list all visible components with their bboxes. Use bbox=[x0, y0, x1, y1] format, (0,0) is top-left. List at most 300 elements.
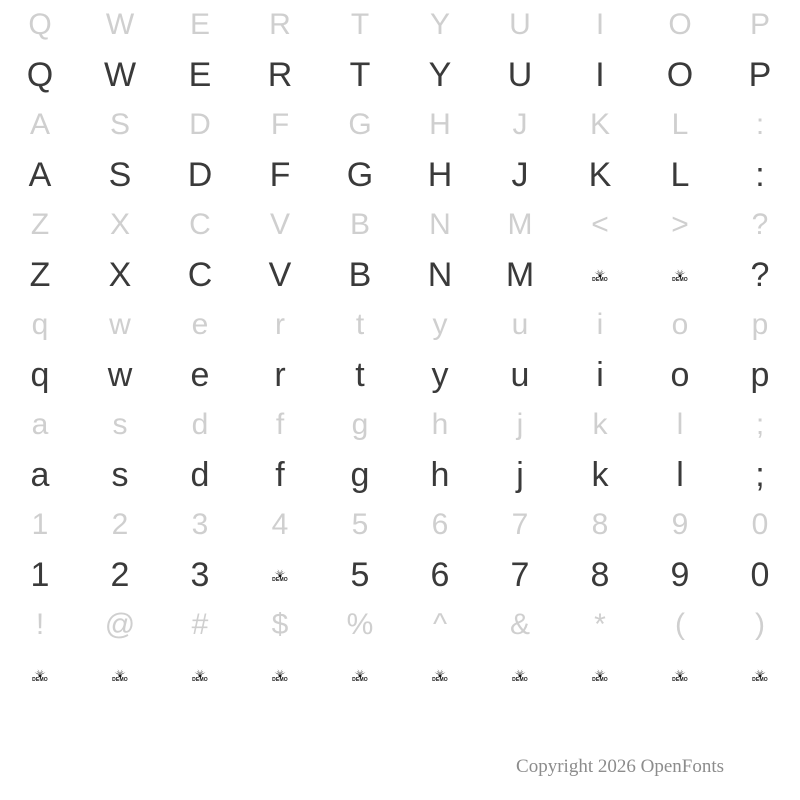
glyph-cell bbox=[320, 550, 400, 600]
glyph-character: u bbox=[511, 308, 529, 341]
glyph-cell bbox=[320, 50, 400, 100]
demo-watermark-icon bbox=[640, 650, 720, 700]
glyph-cell bbox=[320, 350, 400, 400]
glyph-cell bbox=[480, 250, 560, 300]
glyph-cell bbox=[80, 600, 160, 650]
glyph-character: h bbox=[431, 408, 449, 441]
glyph-cell bbox=[160, 100, 240, 150]
glyph-character: Z bbox=[29, 256, 51, 294]
glyph-cell bbox=[240, 150, 320, 200]
glyph-character: h bbox=[430, 456, 450, 494]
glyph-character: 9 bbox=[670, 556, 690, 594]
demo-label: DEMO bbox=[592, 677, 608, 683]
glyph-character: ? bbox=[751, 208, 769, 241]
glyph-character: V bbox=[269, 208, 290, 241]
demo-leaf-icon bbox=[192, 667, 208, 683]
glyph-character: G bbox=[348, 108, 372, 141]
glyph-cell bbox=[640, 400, 720, 450]
glyph-cell bbox=[720, 50, 800, 100]
glyph-cell bbox=[160, 150, 240, 200]
glyph-character: s bbox=[111, 456, 129, 494]
glyph-character: % bbox=[346, 608, 374, 641]
glyph-character: k bbox=[592, 408, 608, 441]
glyph-cell bbox=[0, 50, 80, 100]
glyph-character: 6 bbox=[430, 556, 450, 594]
glyph-cell bbox=[720, 500, 800, 550]
glyph-character: L bbox=[671, 108, 689, 141]
glyph-character: P bbox=[749, 8, 770, 41]
glyph-character: @ bbox=[104, 608, 136, 641]
glyph-cell bbox=[720, 150, 800, 200]
glyph-character: B bbox=[348, 256, 372, 294]
glyph-character: A bbox=[28, 156, 52, 194]
glyph-cell bbox=[480, 350, 560, 400]
glyph-character: N bbox=[429, 208, 451, 241]
glyph-character: T bbox=[349, 56, 371, 94]
glyph-character: ( bbox=[675, 608, 685, 641]
glyph-cell bbox=[640, 300, 720, 350]
leaf-sprig-icon bbox=[192, 667, 208, 677]
glyph-character: 8 bbox=[590, 556, 610, 594]
glyph-character: X bbox=[109, 208, 130, 241]
leaf-sprig-icon bbox=[512, 667, 528, 677]
glyph-cell bbox=[400, 350, 480, 400]
glyph-cell bbox=[480, 500, 560, 550]
glyph-character: p bbox=[750, 356, 770, 394]
glyph-character: 9 bbox=[671, 508, 689, 541]
glyph-cell bbox=[80, 200, 160, 250]
glyph-cell bbox=[400, 150, 480, 200]
glyph-cell bbox=[640, 600, 720, 650]
glyph-character: G bbox=[346, 156, 374, 194]
demo-label: DEMO bbox=[352, 677, 368, 683]
glyph-character: d bbox=[191, 408, 209, 441]
glyph-character: k bbox=[591, 456, 609, 494]
glyph-cell bbox=[480, 200, 560, 250]
glyph-cell bbox=[160, 450, 240, 500]
glyph-cell bbox=[240, 450, 320, 500]
glyph-character: L bbox=[670, 156, 690, 194]
glyph-character: a bbox=[31, 408, 49, 441]
demo-watermark-icon bbox=[560, 650, 640, 700]
glyph-cell bbox=[560, 400, 640, 450]
glyph-character: & bbox=[509, 608, 530, 641]
glyph-cell bbox=[640, 0, 720, 50]
glyph-character: d bbox=[190, 456, 210, 494]
glyph-cell bbox=[240, 500, 320, 550]
leaf-sprig-icon bbox=[672, 267, 688, 277]
demo-label: DEMO bbox=[112, 677, 128, 683]
glyph-character: 2 bbox=[111, 508, 129, 541]
glyph-cell bbox=[160, 500, 240, 550]
glyph-cell bbox=[400, 100, 480, 150]
glyph-cell bbox=[720, 600, 800, 650]
glyph-cell bbox=[240, 250, 320, 300]
glyph-cell bbox=[720, 0, 800, 50]
glyph-cell bbox=[640, 50, 720, 100]
glyph-character: j bbox=[516, 456, 524, 494]
glyph-cell bbox=[80, 50, 160, 100]
glyph-cell bbox=[560, 150, 640, 200]
demo-leaf-icon bbox=[592, 667, 608, 683]
glyph-character: f bbox=[275, 456, 285, 494]
glyph-cell bbox=[240, 50, 320, 100]
glyph-character: a bbox=[30, 456, 50, 494]
glyph-cell bbox=[400, 50, 480, 100]
glyph-character: Q bbox=[28, 8, 52, 41]
demo-leaf-icon bbox=[432, 667, 448, 683]
demo-watermark-icon bbox=[320, 650, 400, 700]
glyph-character: f bbox=[275, 408, 285, 441]
glyph-character: * bbox=[594, 608, 606, 641]
glyph-character: t bbox=[355, 356, 365, 394]
demo-watermark-icon bbox=[560, 250, 640, 300]
glyph-character: D bbox=[187, 156, 213, 194]
demo-label: DEMO bbox=[592, 277, 608, 283]
glyph-character: S bbox=[109, 108, 130, 141]
glyph-character: Z bbox=[30, 208, 50, 241]
glyph-character: I bbox=[595, 56, 605, 94]
glyph-character: q bbox=[31, 308, 49, 341]
glyph-character: M bbox=[507, 208, 533, 241]
glyph-character: 5 bbox=[350, 556, 370, 594]
glyph-cell bbox=[80, 150, 160, 200]
glyph-character: ; bbox=[755, 456, 765, 494]
leaf-sprig-icon bbox=[592, 667, 608, 677]
demo-leaf-icon bbox=[32, 667, 48, 683]
glyph-cell bbox=[480, 50, 560, 100]
glyph-character: y bbox=[431, 356, 449, 394]
glyph-character: > bbox=[671, 208, 689, 241]
glyph-cell bbox=[400, 300, 480, 350]
glyph-character: 7 bbox=[510, 556, 530, 594]
glyph-cell bbox=[400, 0, 480, 50]
glyph-character: E bbox=[189, 8, 210, 41]
glyph-cell bbox=[640, 150, 720, 200]
glyph-character: j bbox=[516, 408, 524, 441]
glyph-cell bbox=[80, 100, 160, 150]
glyph-cell bbox=[160, 0, 240, 50]
leaf-sprig-icon bbox=[432, 667, 448, 677]
glyph-character: 0 bbox=[751, 508, 769, 541]
glyph-character: : bbox=[755, 108, 765, 141]
glyph-character: w bbox=[107, 356, 133, 394]
glyph-cell bbox=[320, 0, 400, 50]
glyph-cell bbox=[80, 450, 160, 500]
glyph-character: ? bbox=[750, 256, 770, 294]
glyph-cell bbox=[160, 250, 240, 300]
glyph-cell bbox=[160, 200, 240, 250]
glyph-character: O bbox=[666, 56, 694, 94]
demo-watermark-icon bbox=[720, 650, 800, 700]
glyph-character: H bbox=[429, 108, 451, 141]
glyph-character: B bbox=[349, 208, 370, 241]
glyph-cell bbox=[640, 200, 720, 250]
glyph-cell bbox=[400, 200, 480, 250]
glyph-cell bbox=[560, 600, 640, 650]
glyph-cell bbox=[560, 450, 640, 500]
demo-leaf-icon bbox=[592, 267, 608, 283]
glyph-cell bbox=[720, 550, 800, 600]
glyph-cell bbox=[640, 100, 720, 150]
glyph-character: e bbox=[191, 308, 209, 341]
glyph-cell bbox=[480, 400, 560, 450]
glyph-cell bbox=[560, 300, 640, 350]
glyph-cell bbox=[240, 400, 320, 450]
glyph-character: R bbox=[269, 8, 291, 41]
glyph-cell bbox=[560, 200, 640, 250]
glyph-character: J bbox=[511, 156, 529, 194]
glyph-character: u bbox=[510, 356, 530, 394]
demo-leaf-icon bbox=[272, 567, 288, 583]
demo-label: DEMO bbox=[672, 677, 688, 683]
leaf-sprig-icon bbox=[672, 667, 688, 677]
glyph-character: D bbox=[189, 108, 211, 141]
glyph-character: F bbox=[270, 108, 290, 141]
glyph-cell bbox=[240, 600, 320, 650]
demo-label: DEMO bbox=[32, 677, 48, 683]
demo-watermark-icon bbox=[480, 650, 560, 700]
glyph-cell bbox=[400, 600, 480, 650]
glyph-character: F bbox=[269, 156, 291, 194]
glyph-cell bbox=[720, 350, 800, 400]
glyph-cell bbox=[80, 250, 160, 300]
glyph-cell bbox=[80, 350, 160, 400]
demo-leaf-icon bbox=[672, 267, 688, 283]
glyph-cell bbox=[720, 200, 800, 250]
glyph-cell bbox=[0, 300, 80, 350]
glyph-character: V bbox=[268, 256, 292, 294]
glyph-cell bbox=[640, 550, 720, 600]
glyph-character: # bbox=[191, 608, 209, 641]
glyph-cell bbox=[560, 50, 640, 100]
glyph-cell bbox=[640, 350, 720, 400]
glyph-cell bbox=[80, 0, 160, 50]
glyph-cell bbox=[400, 450, 480, 500]
glyph-cell bbox=[160, 50, 240, 100]
glyph-character: 3 bbox=[191, 508, 209, 541]
glyph-character: I bbox=[595, 8, 605, 41]
demo-leaf-icon bbox=[352, 667, 368, 683]
glyph-character: r bbox=[275, 308, 285, 341]
glyph-character: M bbox=[505, 256, 535, 294]
glyph-character: q bbox=[30, 356, 50, 394]
demo-watermark-icon bbox=[640, 250, 720, 300]
glyph-cell bbox=[320, 200, 400, 250]
glyph-character: o bbox=[671, 308, 689, 341]
demo-leaf-icon bbox=[512, 667, 528, 683]
glyph-character: s bbox=[112, 408, 128, 441]
glyph-character: w bbox=[109, 308, 131, 341]
glyph-character: X bbox=[108, 256, 132, 294]
leaf-sprig-icon bbox=[272, 667, 288, 677]
glyph-cell bbox=[480, 300, 560, 350]
glyph-cell bbox=[560, 0, 640, 50]
glyph-character: p bbox=[751, 308, 769, 341]
glyph-character: l bbox=[676, 408, 684, 441]
glyph-cell bbox=[720, 100, 800, 150]
glyph-character: J bbox=[512, 108, 528, 141]
leaf-sprig-icon bbox=[112, 667, 128, 677]
glyph-character: t bbox=[355, 308, 365, 341]
glyph-character: 7 bbox=[511, 508, 529, 541]
glyph-cell bbox=[320, 500, 400, 550]
demo-watermark-icon bbox=[0, 650, 80, 700]
demo-label: DEMO bbox=[752, 677, 768, 683]
glyph-character: ; bbox=[755, 408, 765, 441]
glyph-character: i bbox=[596, 308, 604, 341]
glyph-cell bbox=[320, 450, 400, 500]
glyph-cell bbox=[720, 450, 800, 500]
glyph-character: $ bbox=[271, 608, 289, 641]
demo-label: DEMO bbox=[272, 577, 288, 583]
glyph-character: y bbox=[432, 308, 448, 341]
glyph-character: T bbox=[350, 8, 370, 41]
glyph-cell bbox=[240, 200, 320, 250]
copyright-footer: Copyright 2026 OpenFonts bbox=[516, 756, 724, 777]
demo-leaf-icon bbox=[272, 667, 288, 683]
glyph-cell bbox=[0, 600, 80, 650]
glyph-character: 0 bbox=[750, 556, 770, 594]
glyph-character: A bbox=[29, 108, 50, 141]
glyph-character: U bbox=[509, 8, 531, 41]
glyph-character: l bbox=[676, 456, 684, 494]
glyph-character: 3 bbox=[190, 556, 210, 594]
glyph-cell bbox=[720, 300, 800, 350]
glyph-cell bbox=[320, 300, 400, 350]
glyph-character: P bbox=[748, 56, 772, 94]
glyph-character: Q bbox=[26, 56, 54, 94]
glyph-cell bbox=[0, 0, 80, 50]
glyph-character: ^ bbox=[432, 608, 448, 641]
leaf-sprig-icon bbox=[352, 667, 368, 677]
glyph-character: C bbox=[189, 208, 211, 241]
demo-watermark-icon bbox=[80, 650, 160, 700]
glyph-cell bbox=[240, 300, 320, 350]
glyph-character: R bbox=[267, 56, 293, 94]
glyph-cell bbox=[400, 250, 480, 300]
glyph-character: ) bbox=[755, 608, 765, 641]
glyph-cell bbox=[0, 200, 80, 250]
glyph-cell bbox=[640, 500, 720, 550]
glyph-character: e bbox=[190, 356, 210, 394]
glyph-cell bbox=[0, 100, 80, 150]
glyph-character: W bbox=[103, 56, 137, 94]
glyph-cell bbox=[240, 350, 320, 400]
glyph-character: N bbox=[427, 256, 453, 294]
glyph-cell bbox=[0, 450, 80, 500]
demo-watermark-icon bbox=[160, 650, 240, 700]
glyph-cell bbox=[480, 0, 560, 50]
glyph-cell bbox=[640, 450, 720, 500]
glyph-cell bbox=[240, 0, 320, 50]
glyph-cell bbox=[480, 550, 560, 600]
glyph-cell bbox=[480, 450, 560, 500]
glyph-cell bbox=[160, 600, 240, 650]
demo-leaf-icon bbox=[752, 667, 768, 683]
glyph-character: : bbox=[755, 156, 765, 194]
glyph-cell bbox=[0, 250, 80, 300]
glyph-cell bbox=[560, 500, 640, 550]
glyph-cell bbox=[400, 400, 480, 450]
glyph-character: ! bbox=[35, 608, 45, 641]
glyph-cell bbox=[0, 500, 80, 550]
glyph-cell bbox=[80, 550, 160, 600]
glyph-character: 4 bbox=[271, 508, 289, 541]
glyph-cell bbox=[320, 600, 400, 650]
glyph-cell bbox=[400, 550, 480, 600]
glyph-character: C bbox=[187, 256, 213, 294]
demo-leaf-icon bbox=[112, 667, 128, 683]
glyph-character: g bbox=[351, 408, 369, 441]
demo-label: DEMO bbox=[192, 677, 208, 683]
glyph-cell bbox=[320, 100, 400, 150]
glyph-character: 2 bbox=[110, 556, 130, 594]
demo-label: DEMO bbox=[432, 677, 448, 683]
glyph-character: E bbox=[188, 56, 212, 94]
glyph-character: O bbox=[668, 8, 692, 41]
glyph-character: 8 bbox=[591, 508, 609, 541]
glyph-character: U bbox=[507, 56, 533, 94]
demo-watermark-icon bbox=[240, 650, 320, 700]
glyph-cell bbox=[480, 150, 560, 200]
glyph-character: o bbox=[670, 356, 690, 394]
glyph-cell bbox=[560, 550, 640, 600]
glyph-character: K bbox=[588, 156, 612, 194]
leaf-sprig-icon bbox=[32, 667, 48, 677]
glyph-cell bbox=[0, 350, 80, 400]
glyph-character: g bbox=[350, 456, 370, 494]
demo-label: DEMO bbox=[512, 677, 528, 683]
glyph-cell bbox=[0, 550, 80, 600]
glyph-cell bbox=[320, 400, 400, 450]
glyph-cell bbox=[0, 150, 80, 200]
glyph-character: 5 bbox=[351, 508, 369, 541]
leaf-sprig-icon bbox=[272, 567, 288, 577]
demo-label: DEMO bbox=[272, 677, 288, 683]
leaf-sprig-icon bbox=[592, 267, 608, 277]
demo-label: DEMO bbox=[672, 277, 688, 283]
glyph-character: W bbox=[105, 8, 135, 41]
glyph-cell bbox=[160, 300, 240, 350]
glyph-cell bbox=[160, 550, 240, 600]
glyph-cell bbox=[80, 400, 160, 450]
glyph-character: S bbox=[108, 156, 132, 194]
glyph-cell bbox=[560, 100, 640, 150]
leaf-sprig-icon bbox=[752, 667, 768, 677]
glyph-cell bbox=[480, 100, 560, 150]
glyph-cell bbox=[160, 350, 240, 400]
glyph-character: r bbox=[274, 356, 286, 394]
glyph-cell bbox=[480, 600, 560, 650]
glyph-cell bbox=[720, 250, 800, 300]
glyph-character: 1 bbox=[30, 556, 50, 594]
glyph-cell bbox=[0, 400, 80, 450]
glyph-cell bbox=[720, 400, 800, 450]
glyph-character: Y bbox=[429, 8, 450, 41]
glyph-character: K bbox=[589, 108, 610, 141]
glyph-cell bbox=[160, 400, 240, 450]
glyph-character: Y bbox=[428, 56, 452, 94]
glyph-character: i bbox=[596, 356, 604, 394]
demo-leaf-icon bbox=[672, 667, 688, 683]
demo-watermark-icon bbox=[240, 550, 320, 600]
glyph-cell bbox=[320, 150, 400, 200]
demo-watermark-icon bbox=[400, 650, 480, 700]
glyph-cell bbox=[80, 500, 160, 550]
glyph-cell bbox=[320, 250, 400, 300]
glyph-character: H bbox=[427, 156, 453, 194]
